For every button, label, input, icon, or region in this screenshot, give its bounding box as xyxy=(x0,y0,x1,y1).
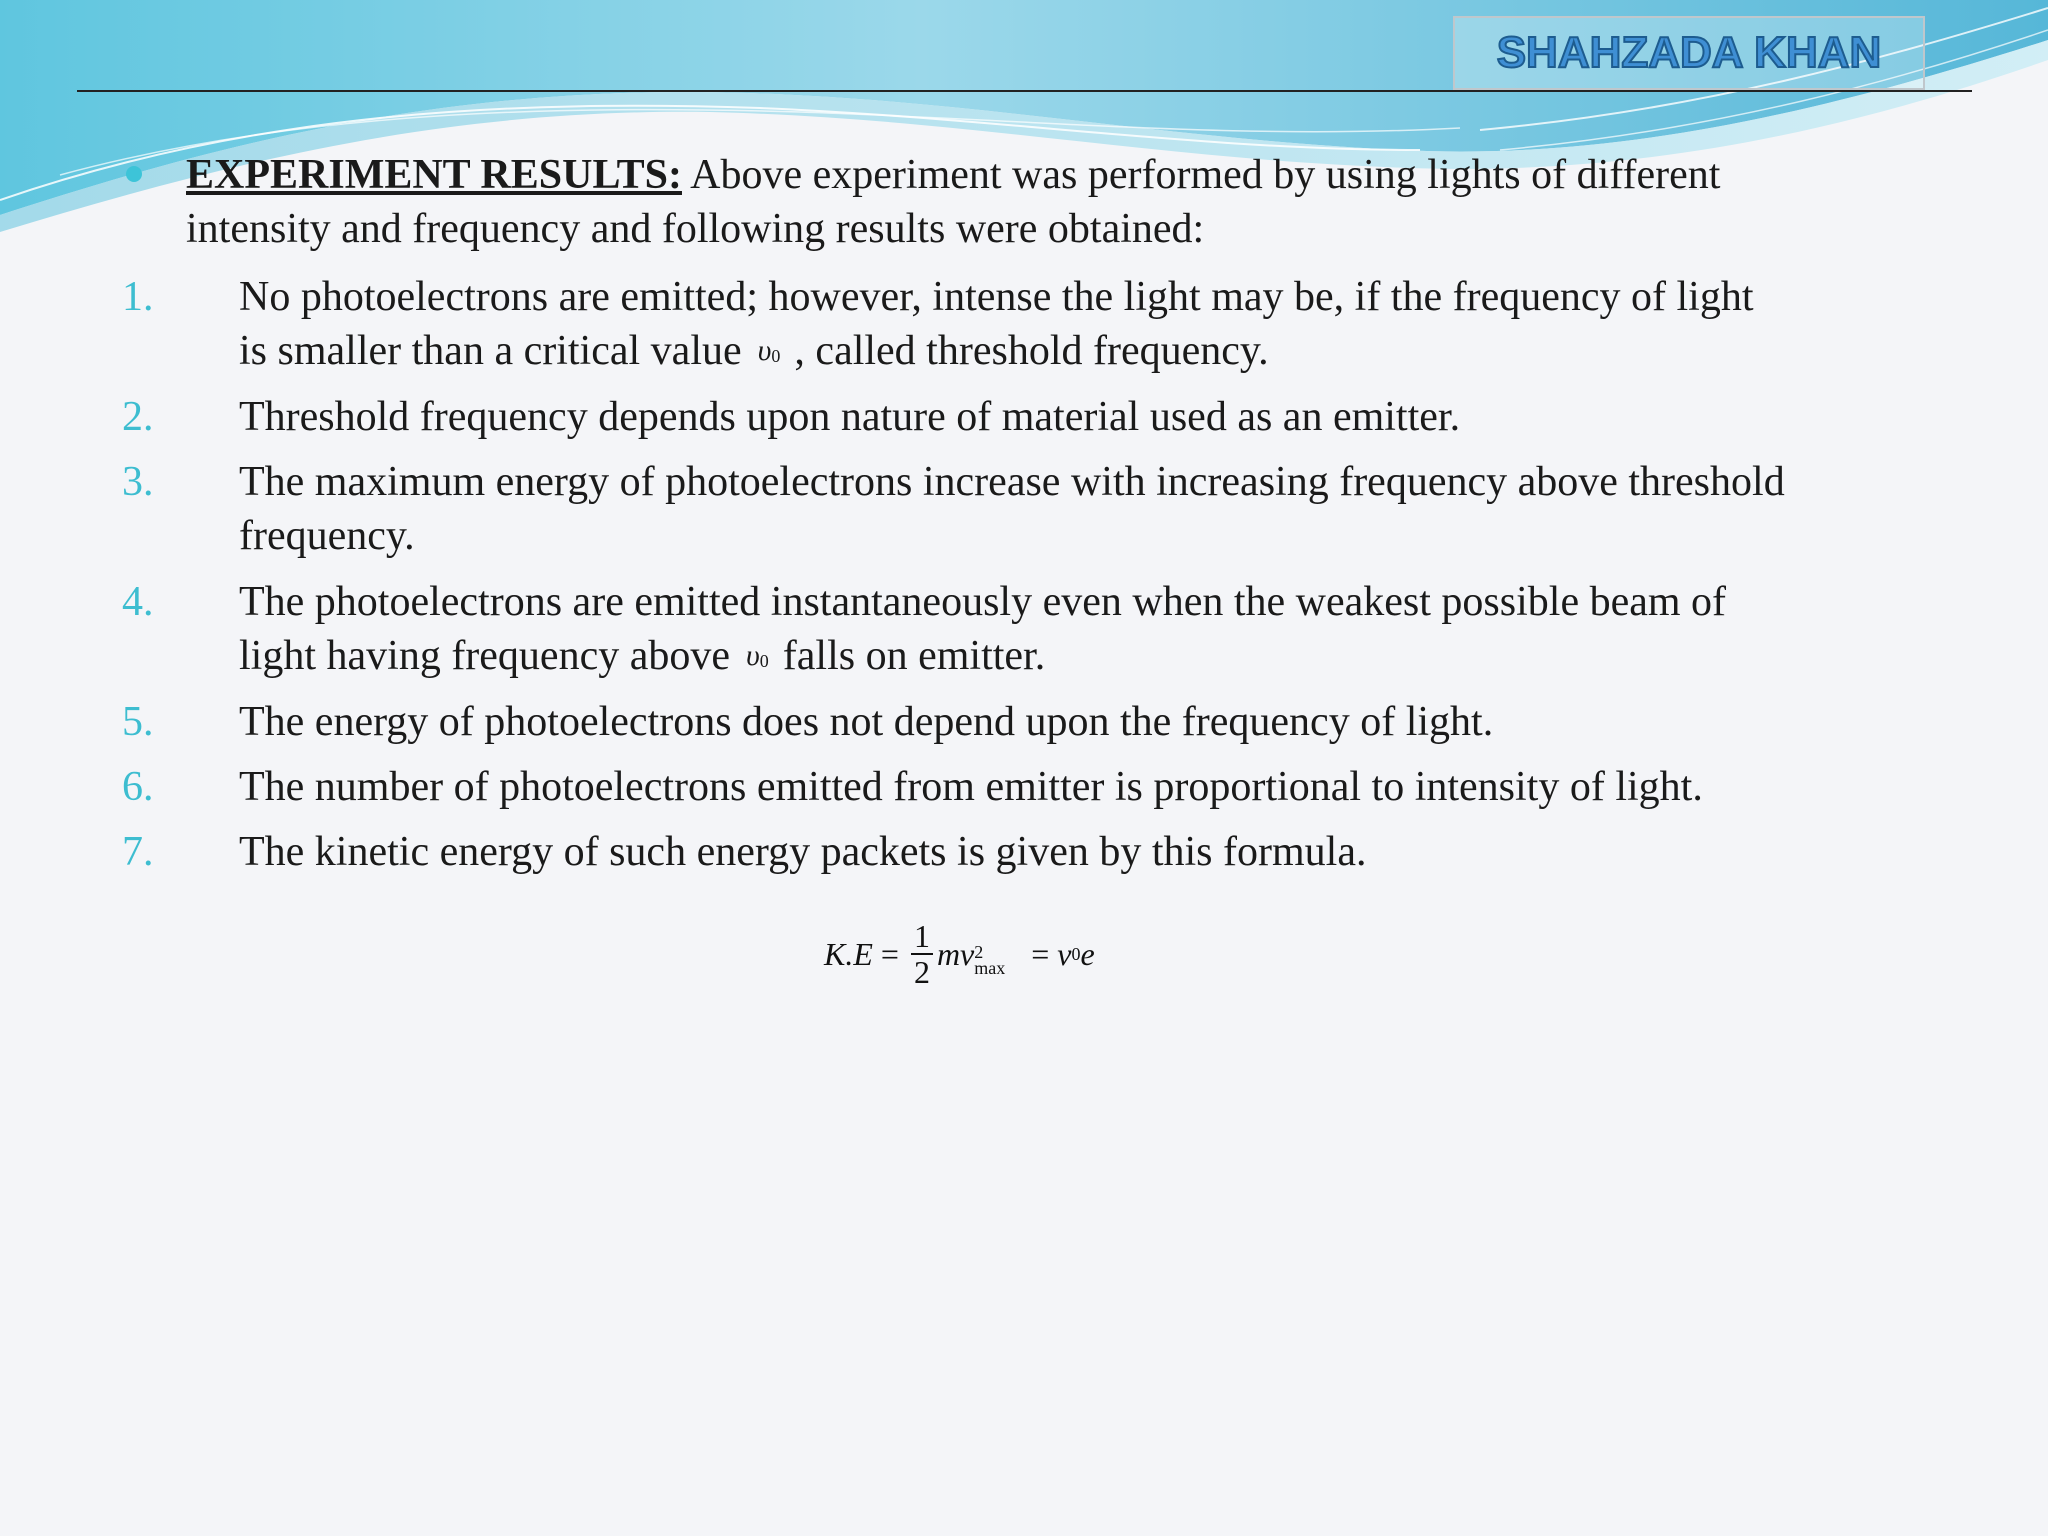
item-number: 3. xyxy=(122,459,154,505)
symbol-subscript: 0 xyxy=(759,651,769,671)
formula-sup-sub xyxy=(974,944,1005,976)
fraction-denominator: 2 xyxy=(913,954,930,990)
item-text xyxy=(239,575,1939,688)
section-heading: EXPERIMENT RESULTS: xyxy=(186,152,682,198)
item-number: 1. xyxy=(122,274,154,320)
item-line-2-after: falls on emitter. xyxy=(782,633,1046,679)
symbol-subscript: 0 xyxy=(771,346,781,366)
item-line-1: No photoelectrons are emitted; however, intense the light may be, if the frequency of light xyxy=(239,274,1754,320)
fraction-numerator: 1 xyxy=(913,918,930,954)
bullet-dot-icon xyxy=(126,166,142,182)
item-line-2 xyxy=(239,629,1939,688)
item-text: The energy of photoelectrons does not depend upon the frequency of light. xyxy=(239,699,1494,745)
item-text xyxy=(239,455,1939,563)
intro-text-1: Above experiment was performed by using lights of different xyxy=(681,152,1721,198)
item-line-2-before: is smaller than a critical value xyxy=(239,328,742,374)
item-number: 4. xyxy=(122,579,154,625)
intro-paragraph xyxy=(186,148,1906,256)
item-line-2-after: , called threshold frequency. xyxy=(794,328,1269,374)
symbol-nu: υ xyxy=(746,639,760,672)
item-text: The kinetic energy of such energy packets is given by this formula. xyxy=(239,829,1367,875)
item-line-1: The maximum energy of photoelectrons increase with increasing frequency above threshold xyxy=(239,459,1785,505)
formula-v-subscript: 0 xyxy=(1071,943,1081,964)
symbol-nu: υ xyxy=(757,334,772,367)
formula-v: v xyxy=(1057,935,1072,972)
formula-lhs: K.E xyxy=(824,935,873,972)
item-text: The number of photoelectrons emitted from emitter is proportional to intensity of light. xyxy=(239,764,1703,810)
kinetic-energy-formula xyxy=(824,908,1095,1000)
item-line-2-before: light having frequency above xyxy=(239,633,730,679)
item-line-2: frequency. xyxy=(239,513,415,559)
formula-equals-2: = xyxy=(1031,935,1050,972)
formula-subscript: max xyxy=(974,958,1006,978)
item-number: 6. xyxy=(122,764,154,810)
threshold-frequency-symbol xyxy=(746,639,769,672)
item-number: 2. xyxy=(122,394,154,440)
formula-mv: mv xyxy=(936,935,975,972)
author-name-box xyxy=(1453,16,1925,90)
formula-superscript: 2 xyxy=(974,942,984,962)
formula-fraction xyxy=(911,919,933,989)
threshold-frequency-symbol xyxy=(758,334,781,367)
intro-line-1 xyxy=(186,148,1906,202)
formula-equals-1: = xyxy=(880,935,899,972)
item-line-1: The photoelectrons are emitted instantaneously even when the weakest possible beam of xyxy=(239,579,1727,625)
formula-e: e xyxy=(1080,935,1095,972)
item-line-2 xyxy=(239,324,1939,383)
item-text xyxy=(239,270,1939,383)
item-text: Threshold frequency depends upon nature of material used as an emitter. xyxy=(239,394,1461,440)
item-number: 7. xyxy=(122,829,154,875)
header-divider xyxy=(77,90,1972,92)
intro-line-2: intensity and frequency and following results were obtained: xyxy=(186,206,1205,252)
author-name: SHAHZADA KHAN xyxy=(1496,28,1882,77)
item-number: 5. xyxy=(122,699,154,745)
